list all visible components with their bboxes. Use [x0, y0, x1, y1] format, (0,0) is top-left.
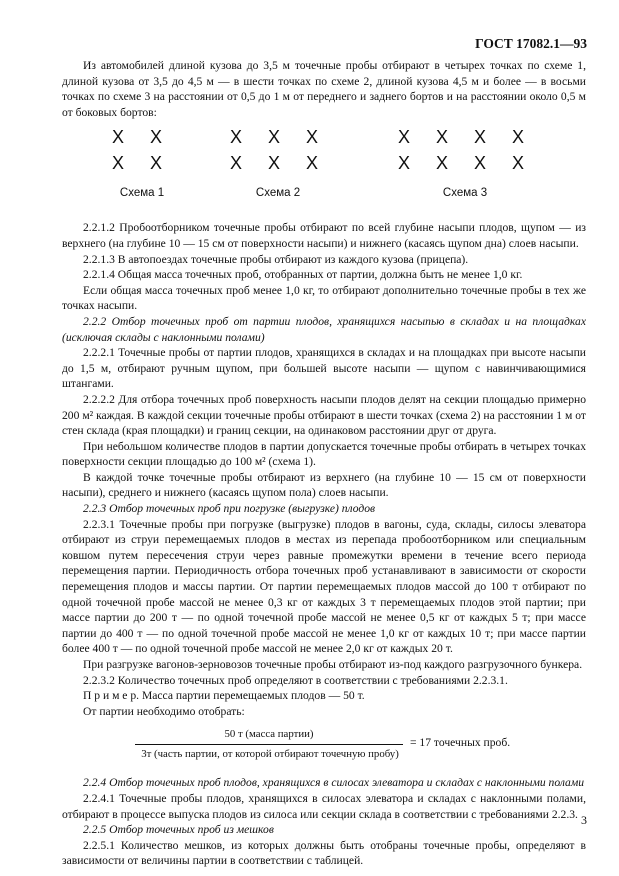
sample-point-mark: X [268, 153, 281, 174]
scheme-1-row-2 [112, 150, 188, 176]
sample-point-mark: X [230, 127, 243, 148]
sample-point-mark: X [268, 127, 281, 148]
sample-point-mark: X [436, 127, 449, 148]
sample-point-mark: X [150, 153, 163, 174]
scheme-3 [398, 124, 550, 202]
scheme-2-row-1 [230, 124, 344, 150]
sample-point-mark: X [512, 127, 525, 148]
sample-point-mark: X [398, 127, 411, 148]
paragraph-2-2-1-4: 2.2.1.4 Общая масса точечных проб, отобранных от партии, должна быть не менее 1,0 кг. [83, 268, 523, 282]
formula-denominator: 3т (часть партии, от которой отбирают точечную пробу) [141, 748, 399, 761]
section-heading-2-2-5: 2.2.5 Отбор точечных проб из мешков [83, 823, 274, 837]
sample-point-mark: X [436, 153, 449, 174]
document-code: ГОСТ 17082.1—93 [475, 36, 587, 51]
example-line: П р и м е р. Масса партии перемещаемых плодов — 50 т. [83, 689, 365, 703]
scheme-3-row-1 [398, 124, 550, 150]
formula-result: = 17 точечных проб. [410, 736, 511, 750]
paragraph-2-2-2-2: 2.2.2.2 Для отбора точечных проб поверхность насыпи плодов делят на секции площадью примерно 200 м² каждая. В каждой секции точечные пробы отбирают в шести точках (схема 2) на расстоянии 1 м от стен склада (края площадки) и границ секции, на одинаковом расстоянии друг от друга. [62, 392, 586, 438]
scheme-3-row-2 [398, 150, 550, 176]
scheme-2 [230, 124, 344, 202]
sample-point-mark: X [230, 153, 243, 174]
paragraph-2-2-1-2: 2.2.1.2 Пробоотборником точечные пробы отбирают по всей глубине насыпи плодов, щупом — из верхнего (на глубине 10 — 15 см от поверхности насыпи) и нижнего (касаясь щупом дна) слоев насыпи. [62, 221, 586, 250]
section-heading-2-2-3: 2.2.3 Отбор точечных проб при погрузке (выгрузке) плодов [83, 502, 376, 516]
scheme-3-label: Схема 3 [442, 187, 488, 200]
intro-paragraph: Из автомобилей длиной кузова до 3,5 м точечные пробы отбирают в четырех точках по схеме 1, длиной кузова от 3,5 до 4,5 м — в шести точках по схеме 2, длиной кузова 4,5 м и более — в восьми точках по схеме 3 на расстоянии от 0,5 до 1 м от переднего и заднего бортов и на расстоянии около 0,5 м от боковых бортов: [62, 59, 586, 119]
sample-point-mark: X [306, 153, 319, 174]
sample-point-mark: X [474, 127, 487, 148]
section-heading-2-2-2: 2.2.2 Отбор точечных проб от партии плодов, хранящихся насыпью в складах и на площадках (исключая склады с наклонными полами) [62, 314, 586, 344]
scheme-2-label: Схема 2 [255, 187, 301, 200]
sample-point-mark: X [112, 127, 125, 148]
page-number: 3 [581, 813, 587, 827]
sample-point-mark: X [474, 153, 487, 174]
scheme-1-label: Схема 1 [119, 187, 165, 200]
formula-numerator: 50 т (масса партии) [135, 727, 403, 745]
sample-point-mark: X [512, 153, 525, 174]
sample-count-formula [62, 725, 586, 775]
paragraph-additional-samples: Если общая масса точечных проб менее 1,0 кг, то отбирают дополнительно точечные пробы в тех же точках насыпи. [62, 283, 586, 313]
paragraph-need-to-take: От партии необходимо отобрать: [83, 704, 245, 718]
sample-point-mark: X [112, 153, 125, 174]
paragraph-each-point: В каждой точке точечные пробы отбирают из верхнего (на глубине 10 — 15 см от поверхности насыпи), среднего и нижнего (касаясь щупом пола) слоев насыпи. [62, 470, 586, 500]
sample-point-mark: X [150, 127, 163, 148]
paragraph-2-2-5-1: 2.2.5.1 Количество мешков, из которых должны быть отобраны точечные пробы, определяют в зависимости от величины партии в соответствии с таблицей. [62, 838, 586, 868]
sampling-schemes [62, 124, 586, 220]
page-body [62, 58, 586, 869]
section-heading-2-2-4: 2.2.4 Отбор точечных проб плодов, хранящихся в силосах элеватора и складах с наклонными полами [83, 776, 585, 790]
paragraph-unloading-wagons: При разгрузке вагонов-зерновозов точечные пробы отбирают из-под каждого разгрузочного бункера. [83, 658, 583, 671]
paragraph-2-2-1-3: 2.2.1.3 В автопоездах точечные пробы отбирают из каждого кузова (прицепа). [83, 252, 469, 266]
sample-point-mark: X [398, 153, 411, 174]
paragraph-2-2-2-1: 2.2.2.1 Точечные пробы от партии плодов, хранящихся в складах и на площадках при высоте насыпи до 1,5 м, отбирают ручным щупом, при большей высоте насыпи — щупом с навинчивающимися штангами. [62, 346, 586, 391]
paragraph-2-2-4-1: 2.2.4.1 Точечные пробы плодов, хранящихся в силосах элеватора и складах с наклонными полами, отбирают в процессе выпуска плодов из силоса или секции склада в соответствии с требованиями 2.2.3. [62, 791, 586, 821]
paragraph-2-2-3-1: 2.2.3.1 Точечные пробы при погрузке (выгрузке) плодов в вагоны, суда, склады, силосы элеватора отбирают из струи перемещаемых плодов в местах из перепада пробоотборником или специальным ковшом путем пересечения струи через равные промежутки времени в течение всего периода перемещения партии. Периодичность отбора точечных проб устанавливают в зависимости от скорости перемещения плодов и массы партии. От партии перемещаемых плодов массой до 100 т отбирают по одной точечной пробе массой не менее 0,3 кг от каждых 3 т перемещаемых плодов этой партии; при массе партии до 200 т — по одной точечной пробе массой не менее 0,5 кг от каждых 5 т; при массе партии до 400 т — по одной точечной пробе массой не менее 1,0 кг от каждых 10 т; при массе партии более 400 т — по одной точечной пробе массой не менее 2,0 кг от каждых 20 т. [62, 517, 586, 656]
sample-point-mark: X [306, 127, 319, 148]
paragraph-small-quantity: При небольшом количестве плодов в партии допускается точечные пробы отбирать в четырех точках поверхности секции площадью до 100 м² (схема 1). [62, 439, 586, 469]
scheme-1-row-1 [112, 124, 188, 150]
scheme-2-row-2 [230, 150, 344, 176]
paragraph-2-2-3-2: 2.2.3.2 Количество точечных проб определяют в соответствии с требованиями 2.2.3.1. [83, 673, 508, 687]
scheme-1 [112, 124, 188, 202]
